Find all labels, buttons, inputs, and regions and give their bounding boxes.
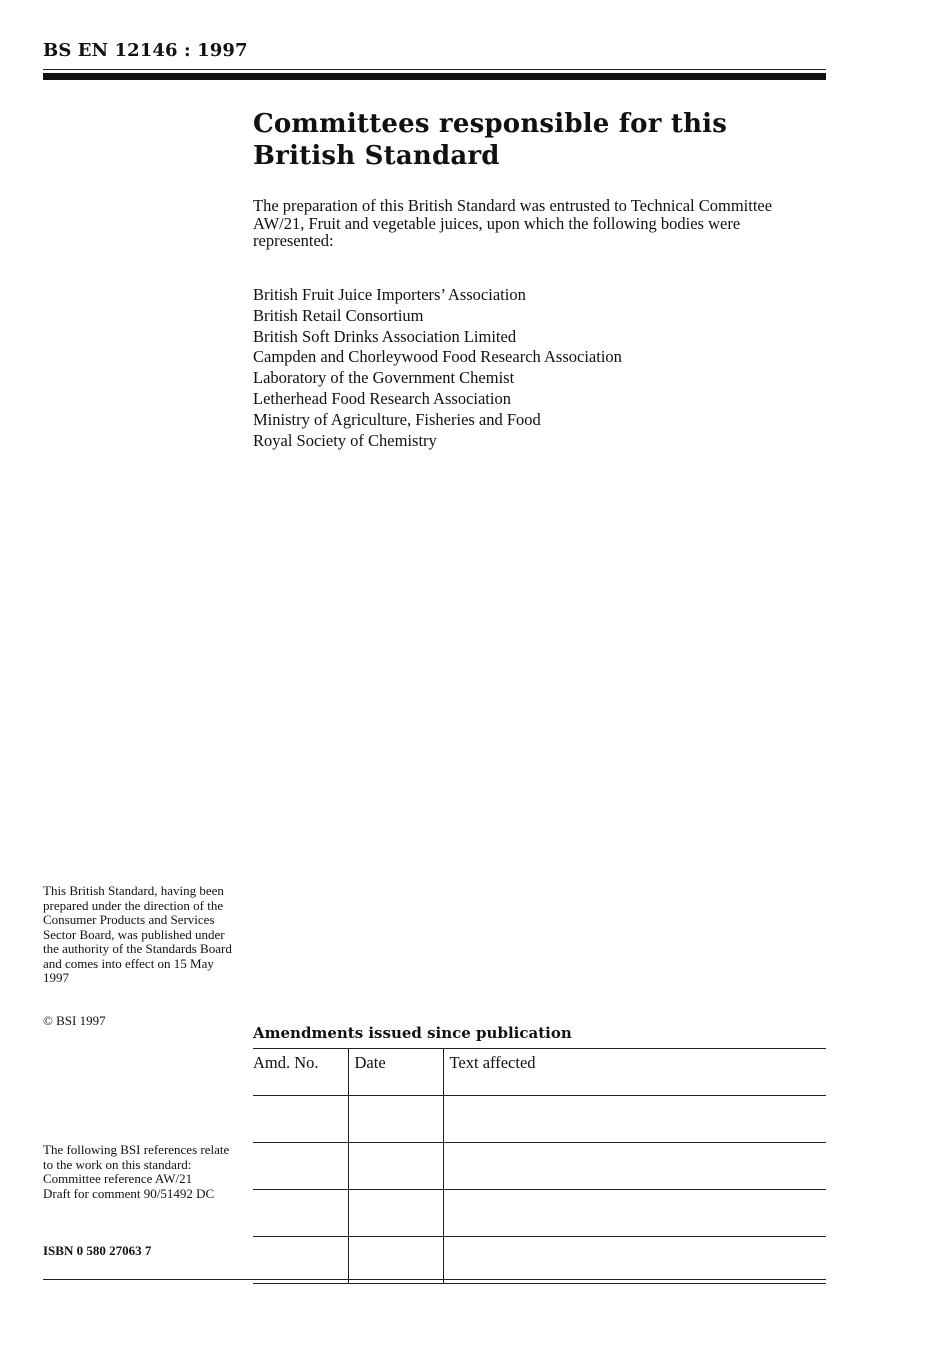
title-line-1: Committees responsible for this [253,109,728,139]
represented-bodies-list [253,285,622,451]
table-header-row [253,1049,826,1096]
copyright-notice: © BSI 1997 [43,1013,106,1028]
table-cell [443,1143,826,1190]
committee-reference: Committee reference AW/21 [43,1171,193,1186]
intro-paragraph: The preparation of this British Standard was entrusted to Technical Committee AW/21, Fruit and vegetable juices, upon which the following bodies were represented: [253,196,773,250]
references-intro: The following BSI references relate to the work on this standard: [43,1142,230,1172]
table-row [253,1237,826,1284]
draft-reference: Draft for comment 90/51492 DC [43,1185,215,1201]
list-item: British Retail Consortium [253,305,424,325]
footer-rule [43,1279,826,1280]
table-cell [443,1096,826,1143]
list-item: Letherhead Food Research Association [253,388,511,408]
table-row [253,1190,826,1237]
list-item: Ministry of Agriculture, Fisheries and Food [253,409,541,429]
table-cell [443,1237,826,1284]
list-item: Campden and Chorleywood Food Research Association [253,347,622,367]
amendments-table [253,1048,826,1284]
table-cell [348,1096,443,1143]
publication-note: This British Standard, having been prepared under the direction of the Consumer Products and Services Sector Board, was published under the authority of the Standards Board and comes into effect on 15 May 1997 [43,883,232,985]
list-item: Laboratory of the Government Chemist [253,368,515,388]
table-cell [443,1190,826,1237]
table-cell [348,1190,443,1237]
column-header-date: Date [348,1049,443,1096]
table-row [253,1096,826,1143]
list-item: British Fruit Juice Importers’ Association [253,285,526,304]
table-cell [348,1143,443,1190]
document-id: BS EN 12146 : 1997 [43,40,248,61]
bsi-references-note [43,1143,238,1201]
table-row [253,1143,826,1190]
table-cell [253,1237,348,1284]
table-cell [253,1143,348,1190]
list-item: Royal Society of Chemistry [253,430,437,450]
list-item: British Soft Drinks Association Limited [253,326,517,346]
table-cell [348,1237,443,1284]
header-rule-thin [43,69,826,70]
table-cell [253,1190,348,1237]
column-header-amd-no: Amd. No. [253,1049,348,1096]
column-header-text-affected: Text affected [443,1049,826,1096]
title-line-2: British Standard [253,141,500,171]
isbn: ISBN 0 580 27063 7 [43,1243,152,1258]
amendments-heading: Amendments issued since publication [253,1024,572,1042]
page-title [253,108,813,172]
table-cell [253,1096,348,1143]
header-rule-thick [43,73,826,80]
